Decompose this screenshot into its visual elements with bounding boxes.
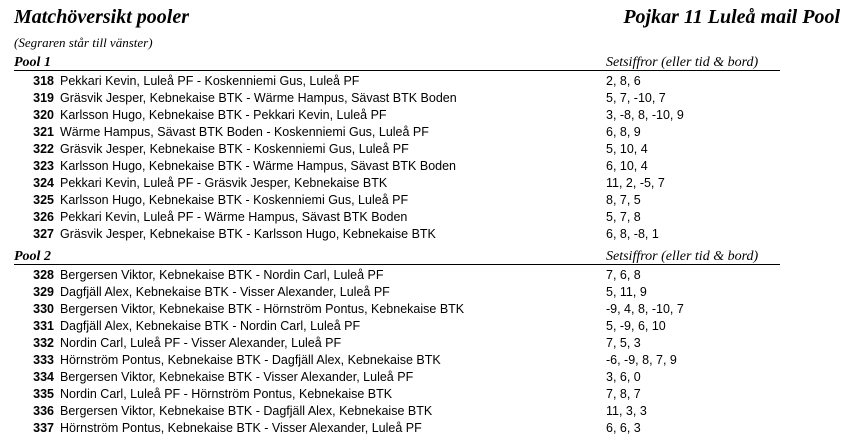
match-players: Bergersen Viktor, Kebnekaise BTK - Hörnström Pontus, Kebnekaise BTK bbox=[60, 302, 465, 316]
pool-title: Pool 1 bbox=[14, 55, 51, 70]
match-number: 332 bbox=[33, 336, 54, 350]
match-players: Hörnström Pontus, Kebnekaise BTK - Visser Alexander, Luleå PF bbox=[60, 421, 422, 435]
match-players: Gräsvik Jesper, Kebnekaise BTK - Koskenniemi Gus, Luleå PF bbox=[60, 142, 409, 156]
pool-divider bbox=[14, 70, 780, 71]
match-number: 327 bbox=[33, 227, 54, 241]
match-row bbox=[0, 141, 850, 158]
score-column-header: Setsiffror (eller tid & bord) bbox=[606, 55, 759, 70]
match-players: Hörnström Pontus, Kebnekaise BTK - Dagfjäll Alex, Kebnekaise BTK bbox=[60, 353, 441, 367]
match-players: Pekkari Kevin, Luleå PF - Wärme Hampus, Sävast BTK Boden bbox=[60, 210, 408, 224]
match-row bbox=[0, 158, 850, 175]
score-column-header: Setsiffror (eller tid & bord) bbox=[606, 249, 759, 264]
match-row bbox=[0, 267, 850, 284]
match-row bbox=[0, 386, 850, 403]
match-row bbox=[0, 175, 850, 192]
match-players: Dagfjäll Alex, Kebnekaise BTK - Visser Alexander, Luleå PF bbox=[60, 285, 390, 299]
match-number: 329 bbox=[33, 285, 54, 299]
match-number: 331 bbox=[33, 319, 54, 333]
match-row bbox=[0, 318, 850, 335]
match-score: 7, 8, 7 bbox=[606, 387, 641, 401]
pool-section bbox=[0, 56, 850, 243]
match-row bbox=[0, 73, 850, 90]
match-row bbox=[0, 192, 850, 209]
match-number: 328 bbox=[33, 268, 54, 282]
match-row bbox=[0, 107, 850, 124]
match-score: 6, 6, 3 bbox=[606, 421, 641, 435]
match-players: Karlsson Hugo, Kebnekaise BTK - Pekkari Kevin, Luleå PF bbox=[60, 108, 387, 122]
match-players: Bergersen Viktor, Kebnekaise BTK - Dagfjäll Alex, Kebnekaise BTK bbox=[60, 404, 433, 418]
match-score: 3, -8, 8, -10, 9 bbox=[606, 108, 684, 122]
match-number: 325 bbox=[33, 193, 54, 207]
match-players: Bergersen Viktor, Kebnekaise BTK - Visser Alexander, Luleå PF bbox=[60, 370, 414, 384]
match-players: Wärme Hampus, Sävast BTK Boden - Koskenniemi Gus, Luleå PF bbox=[60, 125, 429, 139]
match-score: 5, 11, 9 bbox=[606, 285, 647, 299]
match-score: 5, 7, -10, 7 bbox=[606, 91, 666, 105]
match-number: 324 bbox=[33, 176, 54, 190]
match-score: 11, 3, 3 bbox=[606, 404, 647, 418]
match-score: 3, 6, 0 bbox=[606, 370, 641, 384]
match-players: Pekkari Kevin, Luleå PF - Gräsvik Jesper, Kebnekaise BTK bbox=[60, 176, 388, 190]
match-number: 335 bbox=[33, 387, 54, 401]
match-score: 7, 5, 3 bbox=[606, 336, 641, 350]
match-players: Pekkari Kevin, Luleå PF - Koskenniemi Gus, Luleå PF bbox=[60, 74, 360, 88]
match-number: 322 bbox=[33, 142, 54, 156]
match-number: 323 bbox=[33, 159, 54, 173]
match-players: Karlsson Hugo, Kebnekaise BTK - Koskenniemi Gus, Luleå PF bbox=[60, 193, 409, 207]
match-list bbox=[0, 73, 850, 243]
match-row bbox=[0, 90, 850, 107]
match-score: 11, 2, -5, 7 bbox=[606, 176, 665, 190]
match-row bbox=[0, 352, 850, 369]
match-score: 8, 7, 5 bbox=[606, 193, 641, 207]
match-number: 337 bbox=[33, 421, 54, 435]
pool-divider bbox=[14, 264, 780, 265]
match-row bbox=[0, 124, 850, 141]
page-subtitle: (Segraren står till vänster) bbox=[14, 35, 153, 50]
match-row bbox=[0, 209, 850, 226]
match-number: 320 bbox=[33, 108, 54, 122]
match-score: -6, -9, 8, 7, 9 bbox=[606, 353, 677, 367]
match-number: 318 bbox=[33, 74, 54, 88]
match-number: 321 bbox=[33, 125, 54, 139]
match-score: 7, 6, 8 bbox=[606, 268, 641, 282]
match-players: Karlsson Hugo, Kebnekaise BTK - Wärme Hampus, Sävast BTK Boden bbox=[60, 159, 457, 173]
pool-section bbox=[0, 250, 850, 437]
match-players: Bergersen Viktor, Kebnekaise BTK - Nordin Carl, Luleå PF bbox=[60, 268, 384, 282]
match-row bbox=[0, 335, 850, 352]
match-score: -9, 4, 8, -10, 7 bbox=[606, 302, 684, 316]
match-row bbox=[0, 403, 850, 420]
match-score: 5, 10, 4 bbox=[606, 142, 648, 156]
match-score: 5, -9, 6, 10 bbox=[606, 319, 666, 333]
match-list bbox=[0, 267, 850, 437]
page-title: Matchöversikt pooler bbox=[14, 6, 189, 28]
match-players: Gräsvik Jesper, Kebnekaise BTK - Wärme Hampus, Sävast BTK Boden bbox=[60, 91, 457, 105]
match-players: Nordin Carl, Luleå PF - Hörnström Pontus, Kebnekaise BTK bbox=[60, 387, 393, 401]
match-players: Dagfjäll Alex, Kebnekaise BTK - Nordin Carl, Luleå PF bbox=[60, 319, 361, 333]
pool-title: Pool 2 bbox=[14, 249, 51, 264]
match-score: 6, 8, 9 bbox=[606, 125, 641, 139]
match-row bbox=[0, 301, 850, 318]
match-players: Gräsvik Jesper, Kebnekaise BTK - Karlsson Hugo, Kebnekaise BTK bbox=[60, 227, 436, 241]
match-score: 5, 7, 8 bbox=[606, 210, 641, 224]
match-row bbox=[0, 420, 850, 437]
match-number: 334 bbox=[33, 370, 54, 384]
match-score: 6, 10, 4 bbox=[606, 159, 648, 173]
tournament-class-title: Pojkar 11 Luleå mail Pool bbox=[623, 6, 840, 28]
match-row bbox=[0, 369, 850, 386]
match-number: 326 bbox=[33, 210, 54, 224]
match-number: 319 bbox=[33, 91, 54, 105]
match-number: 336 bbox=[33, 404, 54, 418]
pool-header bbox=[0, 250, 850, 264]
match-score: 6, 8, -8, 1 bbox=[606, 227, 659, 241]
match-row bbox=[0, 226, 850, 243]
match-players: Nordin Carl, Luleå PF - Visser Alexander, Luleå PF bbox=[60, 336, 342, 350]
match-number: 330 bbox=[33, 302, 54, 316]
match-score: 2, 8, 6 bbox=[606, 74, 641, 88]
pool-header bbox=[0, 56, 850, 70]
match-number: 333 bbox=[33, 353, 54, 367]
match-row bbox=[0, 284, 850, 301]
